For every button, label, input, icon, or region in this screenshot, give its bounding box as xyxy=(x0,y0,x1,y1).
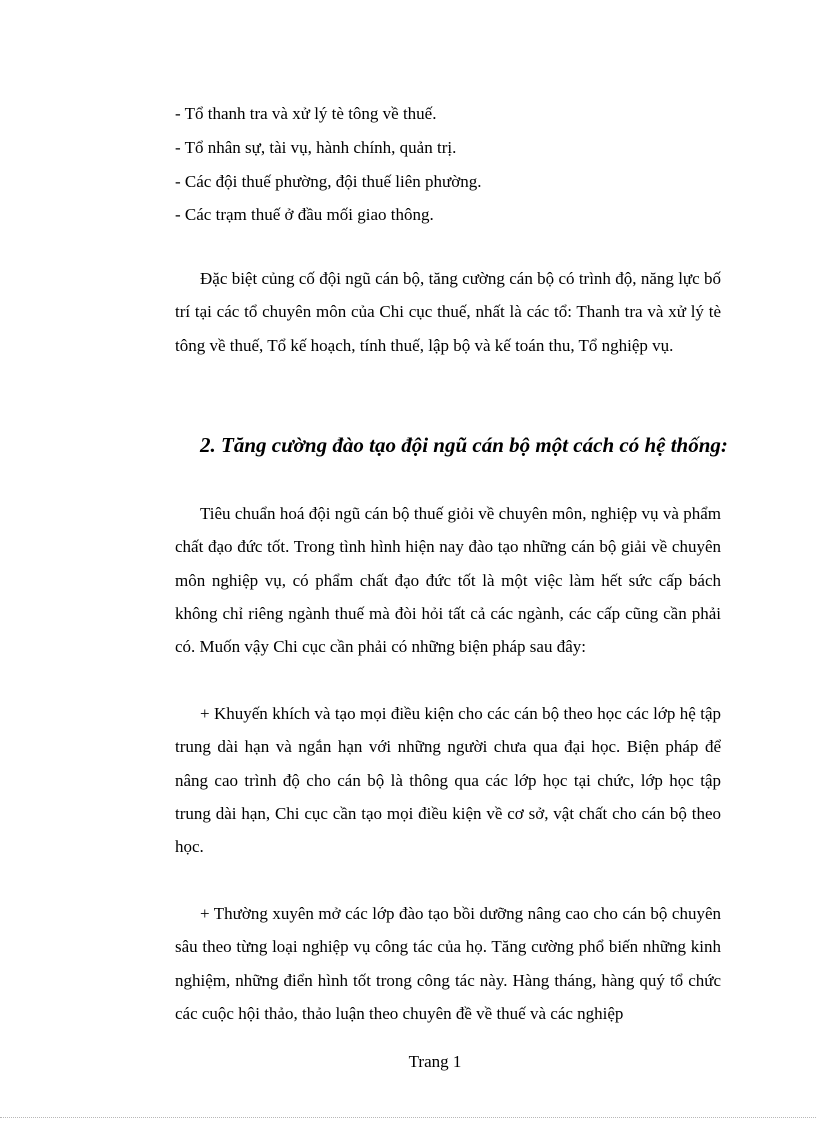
bullet-item: - Tổ thanh tra và xử lý tè tông về thuế. xyxy=(175,104,437,123)
bullet-item: - Các trạm thuế ở đầu mối giao thông. xyxy=(175,205,434,224)
bullet-item: - Tổ nhân sự, tài vụ, hành chính, quản trị. xyxy=(175,138,457,157)
paragraph-training-courses: + Thường xuyên mở các lớp đào tạo bồi dưỡng nâng cao cho cán bộ chuyên sâu theo từng loại nghiệp vụ công tác của họ. Tăng cường phổ biến những kinh nghiệm, những điển hình tốt trong công tác này. Hàng tháng, hàng quý tổ chức các cuộc hội thảo, thảo luận theo chuyên đề về thuế và các nghiệp xyxy=(175,904,721,1023)
paragraph-standardization: Tiêu chuẩn hoá đội ngũ cán bộ thuế giỏi về chuyên môn, nghiệp vụ và phẩm chất đạo đức tốt. Trong tình hình hiện nay đào tạo những cán bộ giải về chuyên môn nghiệp vụ, có phẩm chất đạo đức tốt là một việc làm hết sức cấp bách không chỉ riêng ngành thuế mà đòi hỏi tất cả các ngành, các cấp cũng cần phải có. Muốn vậy Chi cục cần phải có những biện pháp sau đây: xyxy=(175,504,721,657)
bullet-item: - Các đội thuế phường, đội thuế liên phường. xyxy=(175,172,482,191)
page-number: Trang 1 xyxy=(408,1052,462,1071)
section-heading: 2. Tăng cường đào tạo đội ngũ cán bộ một cách có hệ thống: xyxy=(200,433,728,457)
page-bottom-divider xyxy=(0,1117,816,1118)
paragraph-staff-consolidation: Đặc biệt củng cố đội ngũ cán bộ, tăng cường cán bộ có trình độ, năng lực bố trí tại các tổ chuyên môn của Chi cục thuế, nhất là các tổ: Thanh tra và xử lý tè tông về thuế, Tổ kế hoạch, tính thuế, lập bộ và kế toán thu, Tổ nghiệp vụ. xyxy=(175,269,721,355)
paragraph-encourage-study: + Khuyến khích và tạo mọi điều kiện cho các cán bộ theo học các lớp hệ tập trung dài hạn và ngắn hạn với những người chưa qua đại học. Biện pháp để nâng cao trình độ cho cán bộ là thông qua các lớp học tại chức, lớp học tập trung dài hạn, Chi cục cần tạo mọi điều kiện về cơ sở, vật chất cho cán bộ theo học. xyxy=(175,704,721,857)
